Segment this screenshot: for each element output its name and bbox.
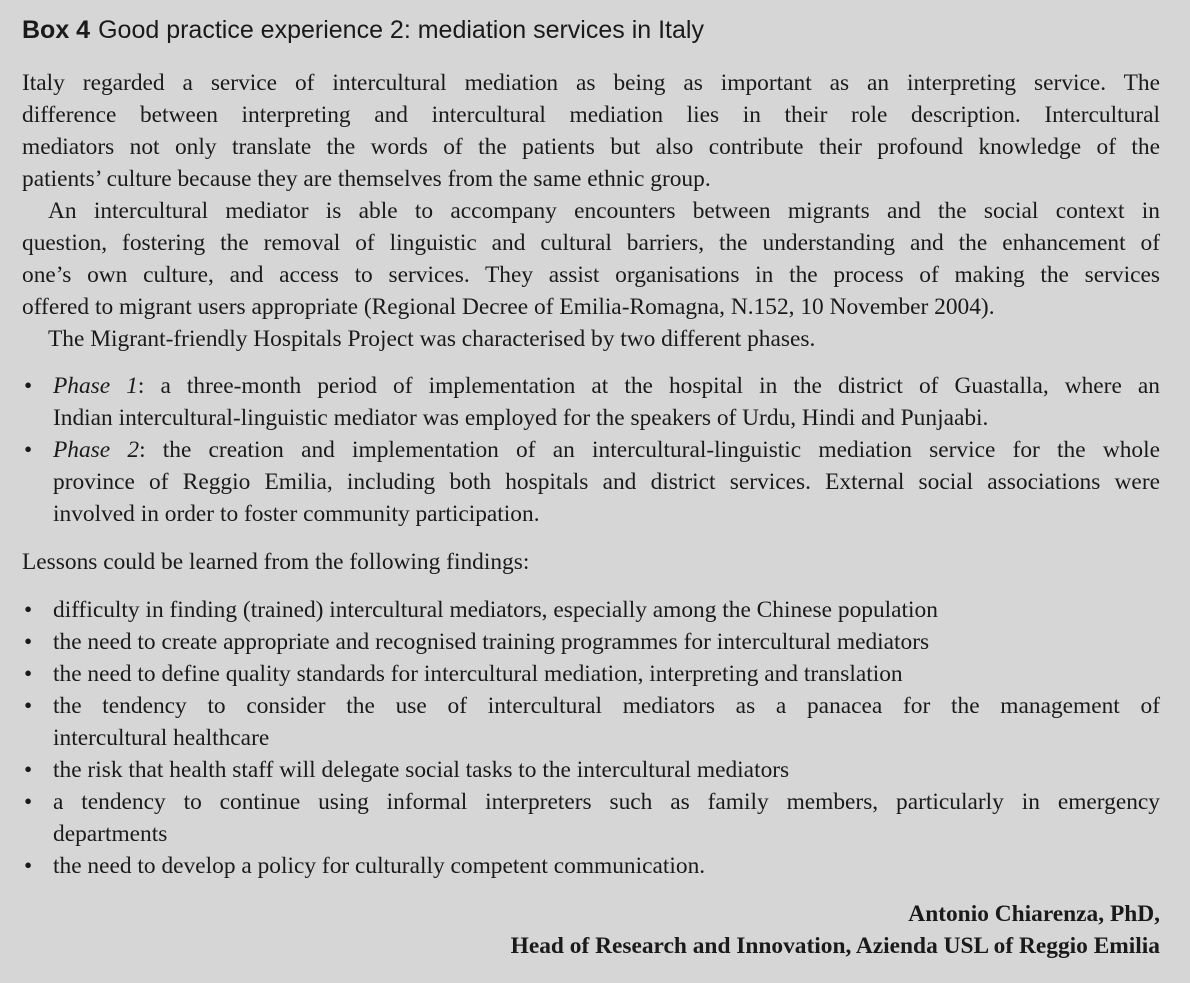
text-line: : a three-month period of implementation at the hospital in the district of Guastalla, where an xyxy=(137,373,1160,399)
finding-item xyxy=(22,594,1160,626)
bullet-icon: • xyxy=(24,757,33,783)
text-line: intercultural healthcare xyxy=(53,725,270,751)
text-line: mediators not only translate the words of the patients but also contribute their profound knowledge of the xyxy=(22,134,1160,160)
text-line: the need to develop a policy for culturally competent communication. xyxy=(53,853,706,879)
text-line: the need to define quality standards for intercultural mediation, interpreting and translation xyxy=(53,661,903,687)
text-line: An intercultural mediator is able to accompany encounters between migrants and the social context in xyxy=(48,198,1160,224)
finding-item xyxy=(22,786,1160,850)
text-line: difference between interpreting and intercultural mediation lies in their role description. Intercultural xyxy=(22,102,1160,128)
phase-item xyxy=(22,370,1160,434)
text-line: the tendency to consider the use of intercultural mediators as a panacea for the management of xyxy=(53,693,1160,719)
bullet-icon: • xyxy=(24,373,33,399)
bullet-icon: • xyxy=(24,853,33,879)
bullet-icon: • xyxy=(24,437,33,463)
bullet-icon: • xyxy=(24,597,33,623)
text-line: Indian intercultural-linguistic mediator was employed for the speakers of Urdu, Hindi and Punjaabi. xyxy=(53,405,989,431)
phases-list xyxy=(22,370,1160,530)
signature-name: Antonio Chiarenza, PhD, xyxy=(908,901,1160,927)
finding-item xyxy=(22,626,1160,658)
text-line: a tendency to continue using informal interpreters such as family members, particularly in emergency xyxy=(53,789,1160,815)
text-line: province of Reggio Emilia, including both hospitals and district services. External social associations were xyxy=(53,469,1160,495)
text-line: departments xyxy=(53,821,168,847)
box-heading: Good practice experience 2: mediation services in Italy xyxy=(98,16,704,44)
paragraph-3: The Migrant-friendly Hospitals Project was characterised by two different phases. xyxy=(48,326,816,352)
finding-item xyxy=(22,754,1160,786)
finding-item xyxy=(22,850,1160,882)
phase-label: Phase 2 xyxy=(53,437,140,463)
text-line: the need to create appropriate and recognised training programmes for intercultural mediators xyxy=(53,629,930,655)
signature-role: Head of Research and Innovation, Azienda USL of Reggio Emilia xyxy=(510,933,1160,959)
findings-list xyxy=(22,594,1160,882)
text-line: offered to migrant users appropriate (Regional Decree of Emilia-Romagna, N.152, 10 November 2004). xyxy=(22,294,995,320)
box-title xyxy=(22,16,704,45)
text-line: patients’ culture because they are themselves from the same ethnic group. xyxy=(22,166,711,192)
paragraph-2 xyxy=(22,195,1160,355)
text-line: : the creation and implementation of an intercultural-linguistic mediation service for the whole xyxy=(139,437,1160,463)
bullet-icon: • xyxy=(24,789,33,815)
bullet-icon: • xyxy=(24,629,33,655)
paragraph-1 xyxy=(22,67,1160,195)
finding-item xyxy=(22,658,1160,690)
box-label: Box 4 xyxy=(22,16,91,44)
text-line: the risk that health staff will delegate social tasks to the intercultural mediators xyxy=(53,757,790,783)
phase-item xyxy=(22,434,1160,530)
text-line: one’s own culture, and access to services. They assist organisations in the process of making the services xyxy=(22,262,1160,288)
lessons-intro xyxy=(22,546,1160,578)
text-line: question, fostering the removal of linguistic and cultural barriers, the understanding and the enhancement of xyxy=(22,230,1160,256)
text-line: Italy regarded a service of intercultural mediation as being as important as an interpreting service. The xyxy=(22,70,1160,96)
phase-label: Phase 1 xyxy=(53,373,138,399)
bullet-icon: • xyxy=(24,661,33,687)
bullet-icon: • xyxy=(24,693,33,719)
text-line: involved in order to foster community participation. xyxy=(53,501,540,527)
finding-item xyxy=(22,690,1160,754)
text-line: Lessons could be learned from the following findings: xyxy=(22,549,530,575)
signature xyxy=(511,898,1160,962)
text-line: difficulty in finding (trained) intercultural mediators, especially among the Chinese population xyxy=(53,597,938,623)
